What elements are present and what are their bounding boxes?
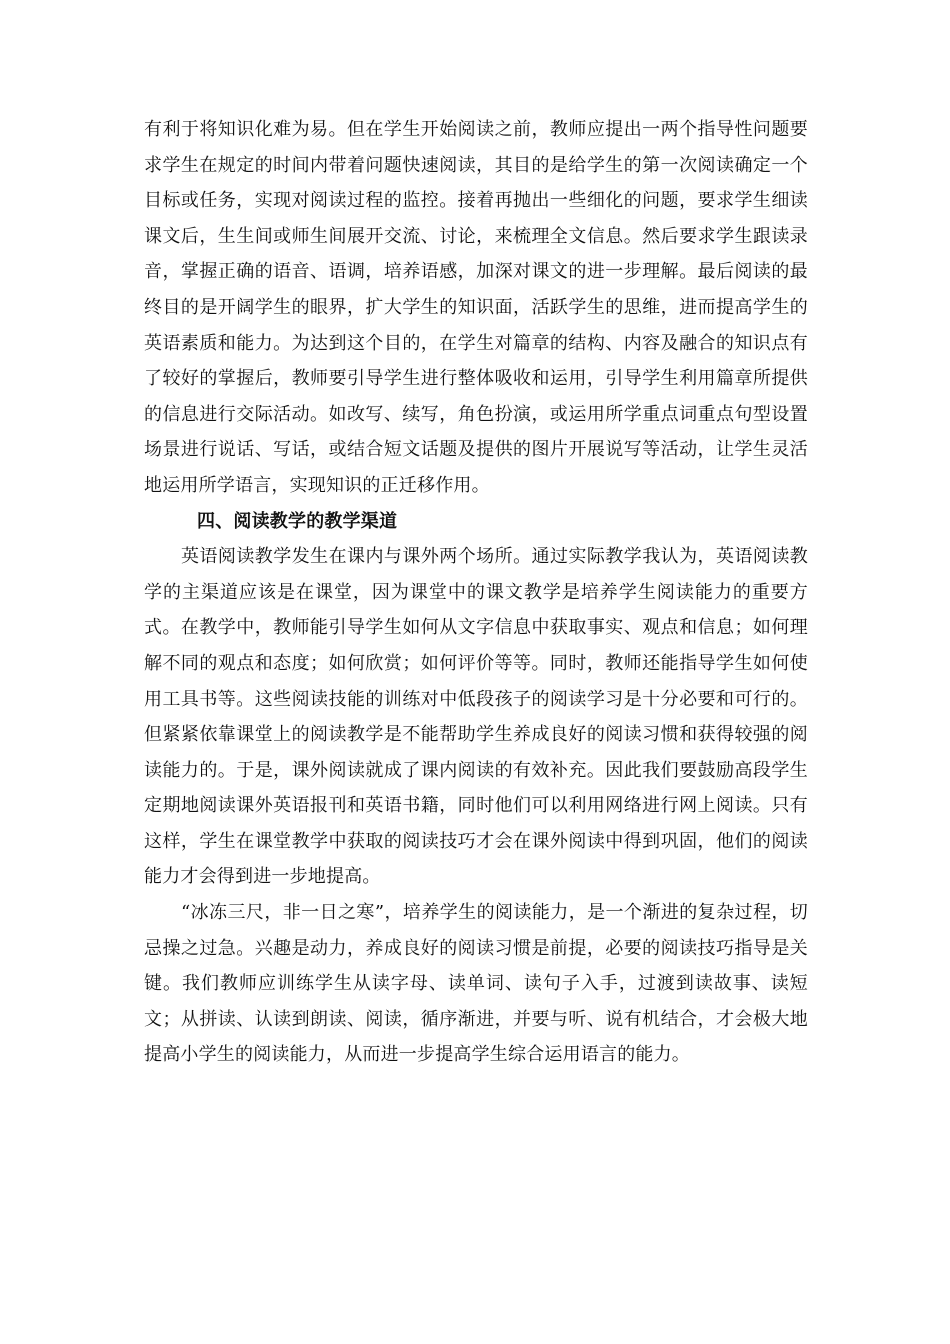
- section-heading: 四、阅读教学的教学渠道: [197, 510, 398, 532]
- paragraph-reading-channels: 英语阅读教学发生在课内与课外两个场所。通过实际教学我认为，英语阅读教学的主渠道应该是在课堂，因为课堂中的课文教学是培养学生阅读能力的重要方式。在教学中，教师能引导学生如何从文字信息中获取事实、观点和信息；如何理解不同的观点和态度；如何欣赏；如何评价等等。同时，教师还能指导学生如何使用工具书等。这些阅读技能的训练对中低段孩子的阅读学习是十分必要和可行的。但紧紧依靠课堂上的阅读教学是不能帮助学生养成良好的阅读习惯和获得较强的阅读能力的。于是，课外阅读就成了课内阅读的有效补充。因此我们要鼓励高段学生定期地阅读课外英语报刊和英语书籍，同时他们可以利用网络进行网上阅读。只有这样，学生在课堂教学中获取的阅读技巧才会在课外阅读中得到巩固，他们的阅读能力才会得到进一步地提高。: [144, 546, 808, 888]
- document-body: [144, 112, 808, 1073]
- paragraph-conclusion: “冰冻三尺，非一日之寒”，培养学生的阅读能力，是一个渐进的复杂过程，切忌操之过急。兴趣是动力，养成良好的阅读习惯是前提，必要的阅读技巧指导是关键。我们教师应训练学生从读字母、读单词、读句子入手，过渡到读故事、读短文；从拼读、认读到朗读、阅读，循序渐进，并要与听、说有机结合，才会极大地提高小学生的阅读能力，从而进一步提高学生综合运用语言的能力。: [144, 902, 808, 1066]
- paragraph-continuation: 有利于将知识化难为易。但在学生开始阅读之前，教师应提出一两个指导性问题要求学生在规定的时间内带着问题快速阅读，其目的是给学生的第一次阅读确定一个目标或任务，实现对阅读过程的监控。接着再抛出一些细化的问题，要求学生细读课文后，生生间或师生间展开交流、讨论，来梳理全文信息。然后要求学生跟读录音，掌握正确的语音、语调，培养语感，加深对课文的进一步理解。最后阅读的最终目的是开阔学生的眼界，扩大学生的知识面，活跃学生的思维，进而提高学生的英语素质和能力。为达到这个目的，在学生对篇章的结构、内容及融合的知识点有了较好的掌握后，教师要引导学生进行整体吸收和运用，引导学生利用篇章所提供的信息进行交际活动。如改写、续写，角色扮演，或运用所学重点词重点句型设置场景进行说话、写话，或结合短文话题及提供的图片开展说写等活动，让学生灵活地运用所学语言，实现知识的正迁移作用。: [144, 119, 808, 496]
